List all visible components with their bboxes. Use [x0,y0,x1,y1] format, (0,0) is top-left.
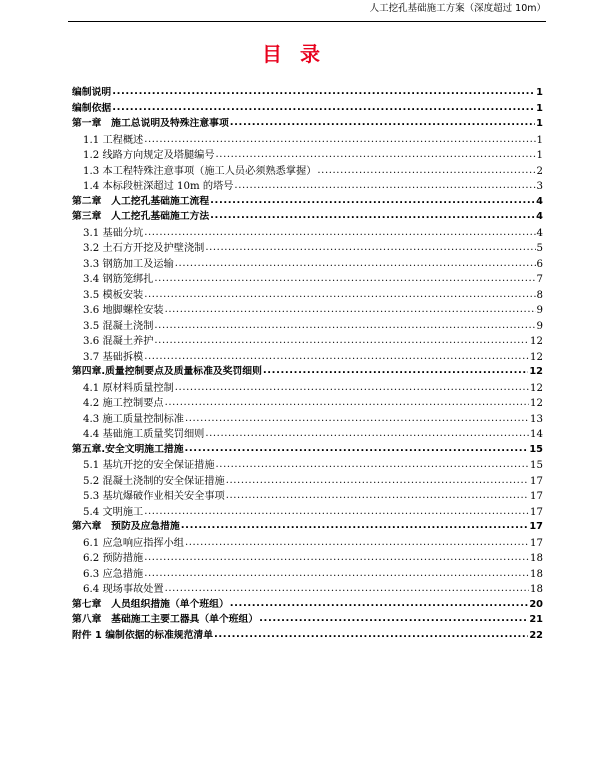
toc-leader-dots [165,582,529,592]
toc-entry[interactable] [72,208,543,224]
toc-entry-label: 1.2 线路方向规定及塔腿编号 [83,150,215,161]
toc-entry-label: 1.1 工程概述 [83,134,144,146]
toc-entry[interactable] [72,394,543,410]
toc-leader-dots [205,427,529,437]
toc-entry[interactable] [72,611,543,627]
toc-entry-page: 9 [536,305,543,316]
toc-entry-label: 6.4 现场事故处置 [83,584,164,595]
toc-entry-label: 3.7 基础拆模 [83,351,144,363]
toc-entry[interactable] [72,270,543,286]
toc-entry-label: 编制依据 [72,102,112,114]
toc-entry[interactable] [72,193,543,209]
toc-leader-dots [259,612,528,622]
document-title: 人工挖孔基础施工方案（深度超过 10m） [369,3,546,14]
toc-entry-label: 第三章 人工挖孔基础施工方法 [72,211,210,222]
toc-entry-label: 第五章.安全文明施工措施 [72,443,184,455]
page-header [68,0,546,22]
toc-entry-label: 编制说明 [72,87,112,98]
toc-entry[interactable] [72,115,543,131]
toc-entry[interactable] [72,503,543,519]
toc-leader-dots [144,567,529,577]
toc-entry-page: 22 [529,629,543,641]
toc-entry-label: 3.4 钢筋笼绑扎 [83,274,154,285]
toc-entry-label: 5.1 基坑开挖的安全保证措施 [83,460,215,471]
toc-leader-dots [144,288,535,298]
toc-entry-label: 第一章 施工总说明及特殊注意事项 [72,118,229,129]
toc-leader-dots [144,133,535,143]
toc-entry[interactable] [72,549,543,565]
toc-entry-label: 第二章 人工挖孔基础施工流程 [72,195,210,207]
toc-entry-page: 17 [529,521,543,532]
toc-entry[interactable] [72,580,543,596]
toc-entry-page: 12 [530,336,543,347]
toc-entry[interactable] [72,146,543,162]
toc-entry-page: 1 [536,87,543,98]
toc-entry-page: 17 [530,491,543,502]
toc-entry-page: 17 [530,537,543,549]
toc-entry[interactable] [72,379,543,395]
toc-leader-dots [144,226,535,236]
toc-entry[interactable] [72,286,543,302]
toc-leader-dots [230,597,529,607]
toc-entry[interactable] [72,441,543,457]
toc-entry[interactable] [72,534,543,550]
toc-entry-page: 6 [536,258,543,270]
toc-entry-label: 附件 1 编制依据的标准规范清单 [72,629,213,641]
toc-entry-label: 3.5 模板安装 [83,289,144,301]
toc-entry-label: 第六章 预防及应急措施 [72,521,180,532]
toc-entry-page: 1 [536,118,543,129]
toc-leader-dots [210,209,535,219]
toc-entry-page: 15 [530,460,543,471]
toc-entry[interactable] [72,363,543,379]
toc-leader-dots [165,396,529,406]
toc-entry-label: 3.5 混凝土浇制 [83,320,154,332]
toc-entry-page: 17 [530,475,543,487]
toc-entry-page: 2 [536,165,543,177]
toc-entry[interactable] [72,627,543,643]
toc-leader-dots [185,442,529,452]
toc-entry[interactable] [72,332,543,348]
toc-leader-dots [144,350,529,360]
toc-leader-dots [234,179,535,189]
toc-entry-page: 1 [536,102,543,114]
toc-entry-label: 第七章 人员组织措施（单个班组） [72,598,229,610]
toc-entry-page: 18 [530,553,543,564]
toc-entry-page: 1 [536,150,543,161]
toc-leader-dots [181,519,529,529]
toc-leader-dots [154,272,535,282]
toc-entry-page: 4 [536,211,543,222]
toc-entry[interactable] [72,456,543,472]
toc-entry-label: 4.3 施工质量控制标准 [83,413,184,425]
toc-leader-dots [175,381,529,391]
toc-entry-label: 3.3 钢筋加工及运输 [83,258,174,270]
toc-leader-dots [263,364,528,374]
toc-entry-page: 5 [536,243,543,254]
toc-entry-label: 3.1 基础分坑 [83,227,144,239]
toc-leader-dots [144,505,529,515]
toc-leader-dots [112,101,535,111]
toc-entry-page: 17 [530,506,543,518]
toc-entry-page: 12 [529,366,543,377]
toc-entry-page: 12 [530,382,543,394]
toc-entry-page: 7 [536,274,543,285]
toc-entry[interactable] [72,348,543,364]
toc-entry-label: 5.3 基坑爆破作业相关安全事项 [83,491,225,502]
toc-entry[interactable] [72,177,543,193]
toc-entry-label: 4.4 基础施工质量奖罚细则 [83,429,205,440]
toc-entry[interactable] [72,301,543,317]
toc-leader-dots [185,412,529,422]
toc-entry-page: 3 [536,181,543,192]
toc-entry[interactable] [72,84,543,100]
toc-entry[interactable] [72,224,543,240]
toc-entry-page: 13 [530,413,543,425]
toc-leader-dots [317,164,535,174]
toc-entry[interactable] [72,255,543,271]
toc-entry[interactable] [72,162,543,178]
toc-leader-dots [175,257,536,267]
toc-entry-page: 1 [536,134,543,146]
toc-entry-label: 4.2 施工控制要点 [83,398,164,409]
toc-leader-dots [112,85,535,95]
toc-entry-page: 12 [530,351,543,363]
toc-leader-dots [205,241,535,251]
toc-leader-dots [185,536,529,546]
toc-entry-label: 6.3 应急措施 [83,568,144,580]
toc-entry-page: 21 [529,614,543,625]
toc-title: 目录 [262,42,338,66]
toc-entry-label: 第八章 基础施工主要工器具（单个班组） [72,614,259,625]
toc-leader-dots [226,474,529,484]
toc-leader-dots [214,628,528,638]
toc-entry-page: 18 [530,568,543,580]
toc-entry[interactable] [72,131,543,147]
toc-entry-page: 14 [530,429,543,440]
toc-entry[interactable] [72,472,543,488]
toc-entry[interactable] [72,518,543,534]
toc-entry-page: 9 [536,320,543,332]
toc-entry-label: 1.3 本工程特殊注意事项（施工人员必须熟悉掌握） [83,165,317,177]
toc-entry[interactable] [72,425,543,441]
toc-entry-page: 4 [536,195,543,207]
toc-entry-label: 3.2 土石方开挖及护壁浇制 [83,243,205,254]
toc-entry-label: 3.6 混凝土养护 [83,336,154,347]
toc-entry[interactable] [72,100,543,116]
toc-entry-page: 20 [529,598,543,610]
toc-entry-page: 8 [536,289,543,301]
toc-entry[interactable] [72,239,543,255]
toc-leader-dots [154,334,529,344]
toc-entry-page: 4 [536,227,543,239]
toc-entry-label: 6.2 预防措施 [83,553,144,564]
toc-leader-dots [165,303,536,313]
toc-entry[interactable] [72,487,543,503]
toc-entry-label: 1.4 本标段桩深超过 10m 的塔号 [83,181,234,192]
toc-leader-dots [210,194,535,204]
toc-leader-dots [216,148,536,158]
table-of-contents [72,84,543,642]
toc-entry[interactable] [72,317,543,333]
toc-entry[interactable] [72,596,543,612]
toc-entry-page: 15 [529,443,543,455]
toc-leader-dots [144,551,529,561]
toc-entry-label: 第四章.质量控制要点及质量标准及奖罚细则 [72,366,262,377]
toc-entry[interactable] [72,565,543,581]
toc-entry-label: 4.1 原材料质量控制 [83,382,174,394]
toc-entry-label: 5.2 混凝土浇制的安全保证措施 [83,475,225,487]
toc-entry[interactable] [72,410,543,426]
toc-entry-page: 12 [530,398,543,409]
toc-entry-page: 18 [530,584,543,595]
toc-entry-label: 6.1 应急响应指挥小组 [83,537,184,549]
toc-leader-dots [216,458,530,468]
toc-leader-dots [226,489,529,499]
toc-leader-dots [230,116,535,126]
toc-entry-label: 3.6 地脚螺栓安装 [83,305,164,316]
toc-entry-label: 5.4 文明施工 [83,506,144,518]
toc-leader-dots [154,319,535,329]
